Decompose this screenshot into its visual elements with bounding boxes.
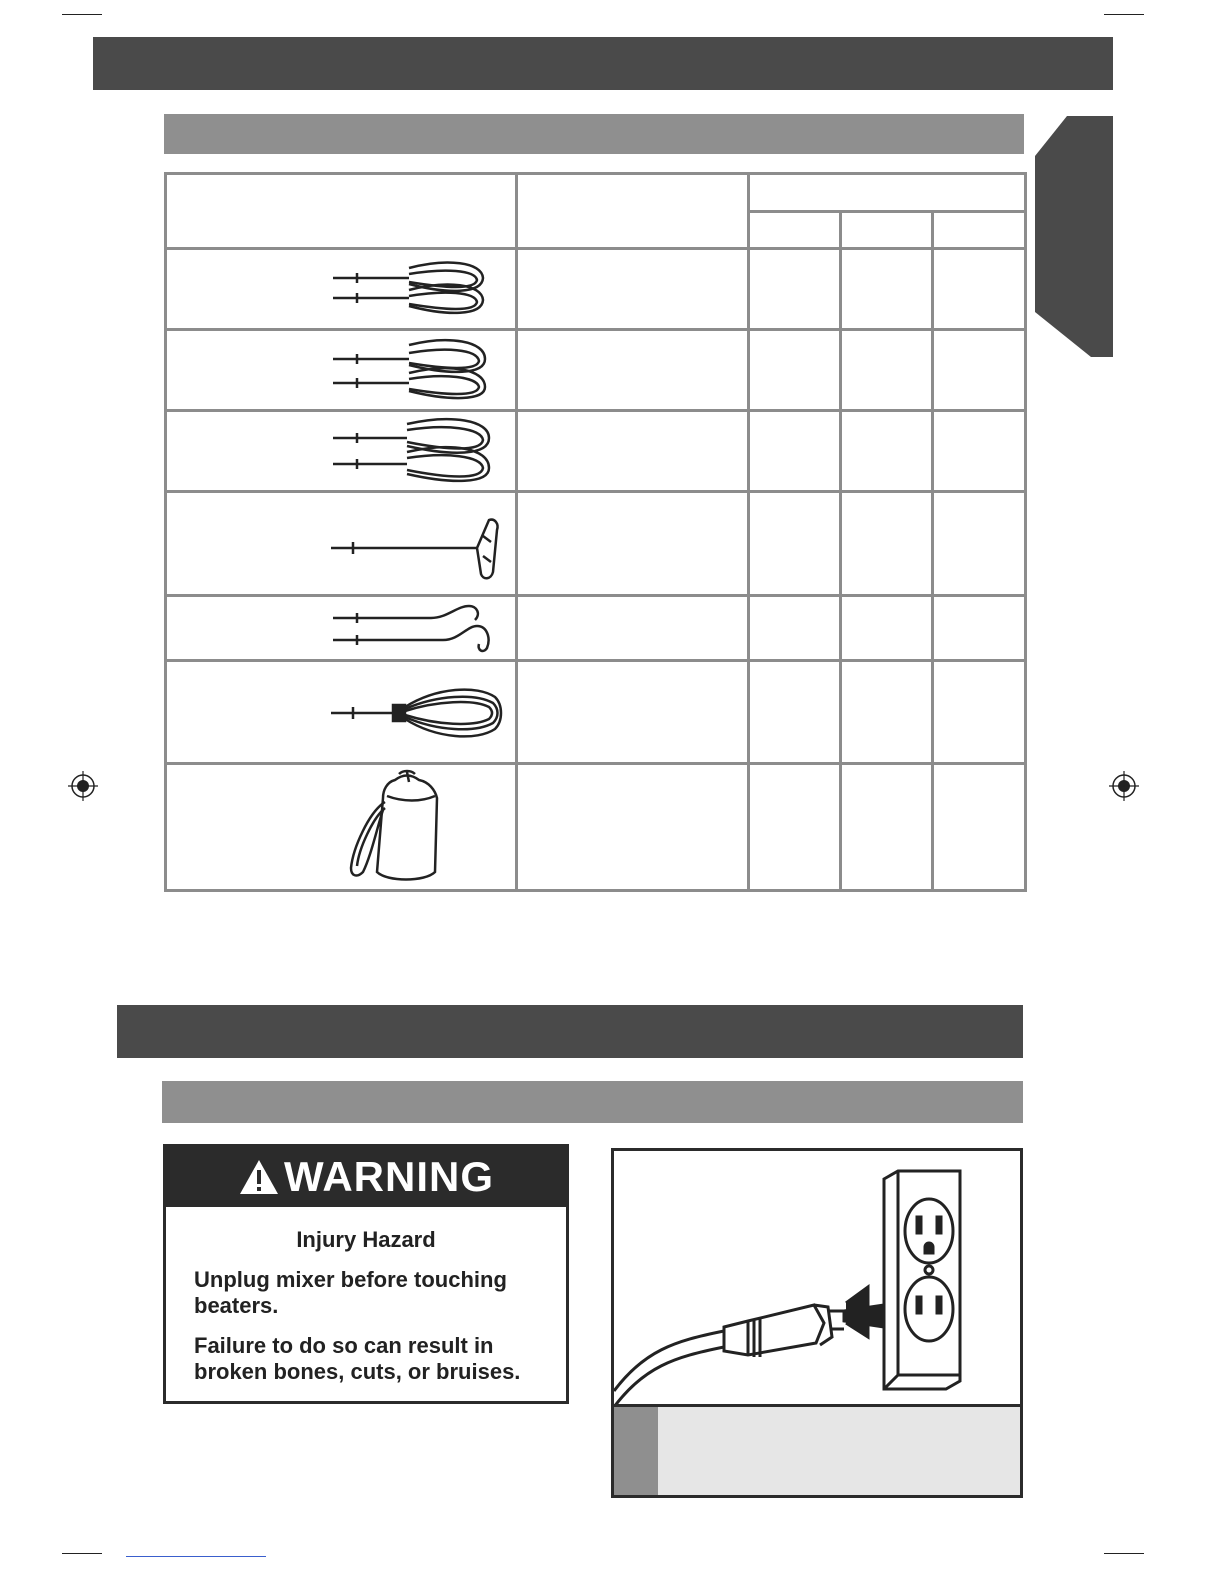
blender-rod-icon (327, 500, 502, 586)
table-row (166, 595, 1026, 660)
table-row (166, 492, 1026, 595)
accessory-image-cell (166, 595, 517, 660)
section-header-bar (93, 37, 1113, 90)
table-row (166, 411, 1026, 492)
table-row (166, 763, 1026, 890)
footer-underline (126, 1556, 266, 1557)
crop-mark (62, 1553, 102, 1554)
storage-bag-icon (347, 768, 447, 886)
warning-header (166, 1147, 566, 1207)
warning-subtitle: Injury Hazard (296, 1227, 436, 1252)
subsection-header-bar-2 (162, 1081, 1023, 1123)
accessory-image-cell (166, 249, 517, 330)
section-header-bar-2 (117, 1005, 1023, 1058)
whisk-icon (327, 677, 507, 747)
beater-icon (327, 254, 497, 324)
table-row (166, 660, 1026, 763)
warning-line-2: Failure to do so can result in broken bones, cuts, or bruises. (194, 1333, 521, 1384)
header-cell (933, 212, 1026, 249)
header-cell (517, 174, 749, 249)
header-cell (749, 212, 841, 249)
accessory-image-cell (166, 492, 517, 595)
subsection-header-bar (164, 114, 1024, 154)
accessory-image-cell (166, 330, 517, 411)
registration-mark-icon (1109, 771, 1139, 801)
accessory-image-cell (166, 763, 517, 890)
table-row (166, 330, 1026, 411)
warning-box (163, 1144, 569, 1404)
accessory-image-cell (166, 411, 517, 492)
wall-outlet-plug-illustration (614, 1151, 1020, 1407)
warning-line-1: Unplug mixer before touching beaters. (194, 1267, 507, 1318)
registration-mark-icon (68, 771, 98, 801)
warning-triangle-icon (238, 1158, 280, 1196)
crop-mark (1104, 14, 1144, 15)
heavy-beater-icon (327, 416, 497, 486)
accessory-image-cell (166, 660, 517, 763)
side-tab (1035, 116, 1113, 357)
header-cell (166, 174, 517, 249)
step-number-tab (614, 1407, 658, 1495)
unplug-illustration-panel (611, 1148, 1023, 1498)
warning-title: WARNING (284, 1153, 494, 1200)
dough-hook-icon (327, 600, 497, 656)
crop-mark (1104, 1553, 1144, 1554)
accessory-table (164, 172, 1027, 892)
header-cell (749, 174, 1026, 212)
turbo-beater-icon (327, 335, 497, 405)
header-cell (841, 212, 933, 249)
table-row (166, 249, 1026, 330)
instruction-footer (614, 1404, 1020, 1495)
crop-mark (62, 14, 102, 15)
